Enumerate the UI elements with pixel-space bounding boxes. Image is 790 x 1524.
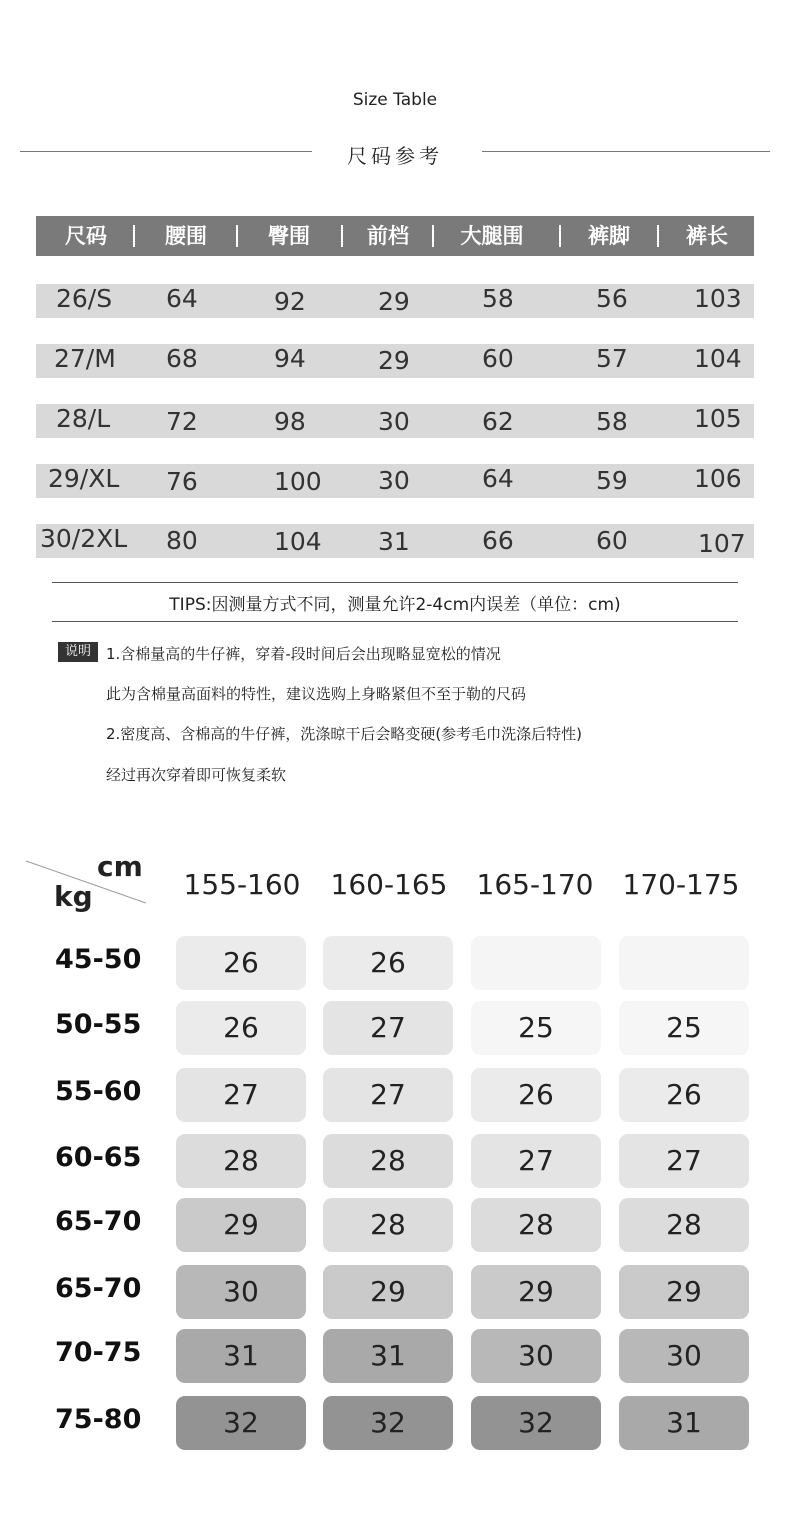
leg-opening-cell: 60 [596,526,628,555]
col-header-waist: 腰围 [165,223,207,248]
height-unit-label: cm [97,850,143,883]
recommended-size-cell: 30 [471,1329,601,1383]
rise-cell: 30 [378,407,410,436]
thigh-cell: 60 [482,344,514,373]
recommended-size-cell: 29 [323,1265,453,1319]
recommended-size-cell: 30 [619,1329,749,1383]
header-separator [559,225,561,247]
header-separator [133,225,135,247]
size-cell: 26/S [56,284,113,313]
note-line: 经过再次穿着即可恢复柔软 [106,766,287,784]
recommended-size-cell: 30 [176,1265,306,1319]
weight-unit-label: kg [54,880,93,913]
weight-row-header: 75-80 [55,1404,142,1435]
recommended-size-cell: 26 [176,936,306,990]
recommended-size-cell: 25 [471,1001,601,1055]
recommended-size-cell: 32 [471,1396,601,1450]
note-line: 此为含棉量高面料的特性，建议选购上身略紧但不至于勒的尺码 [106,685,527,703]
header-separator [236,225,238,247]
leg-opening-cell: 59 [596,466,628,495]
recommended-size-cell: 27 [323,1068,453,1122]
recommended-size-cell: 29 [176,1198,306,1252]
recommended-size-cell: 25 [619,1001,749,1055]
col-header-size: 尺码 [65,223,107,248]
waist-cell: 76 [166,467,198,496]
hip-cell: 92 [274,287,306,316]
page-title-cn: 尺码参考 [347,144,443,168]
size-cell: 30/2XL [40,524,128,553]
recommended-size-cell: 28 [176,1134,306,1188]
recommended-size-cell: 28 [471,1198,601,1252]
col-header-thigh: 大腿围 [460,223,524,248]
thigh-cell: 62 [482,407,514,436]
waist-cell: 72 [166,407,198,436]
hip-cell: 104 [274,527,322,556]
header-separator [432,225,434,247]
note-badge: 说明 [58,642,98,662]
hip-cell: 94 [274,344,306,373]
leg-opening-cell: 57 [596,344,628,373]
tips-divider-bottom [52,621,738,622]
size-cell: 27/M [54,344,116,373]
size-table-row [36,344,754,378]
rise-cell: 31 [378,527,410,556]
length-cell: 103 [694,284,742,313]
col-header-rise: 前档 [367,223,409,248]
col-header-leg-opening: 裤脚 [588,223,630,248]
length-cell: 105 [694,404,742,433]
recommended-size-cell [619,936,749,990]
recommended-size-cell: 32 [323,1396,453,1450]
recommended-size-cell: 26 [471,1068,601,1122]
note-line: 2.密度高、含棉高的牛仔裤，洗涤晾干后会略变硬(参考毛巾洗涤后特性) [106,725,583,743]
recommended-size-cell: 31 [323,1329,453,1383]
weight-row-header: 70-75 [55,1337,142,1368]
recommended-size-cell: 31 [176,1329,306,1383]
hip-cell: 100 [274,467,322,496]
weight-row-header: 45-50 [55,944,142,975]
recommended-size-cell: 27 [176,1068,306,1122]
thigh-cell: 64 [482,464,514,493]
recommended-size-cell: 27 [471,1134,601,1188]
recommended-size-cell [471,936,601,990]
recommended-size-cell: 29 [619,1265,749,1319]
leg-opening-cell: 56 [596,284,628,313]
header-separator [657,225,659,247]
size-table-header [36,216,754,256]
recommended-size-cell: 26 [619,1068,749,1122]
size-table-row [36,524,754,558]
weight-row-header: 65-70 [55,1206,142,1237]
recommended-size-cell: 28 [323,1134,453,1188]
recommended-size-cell: 27 [619,1134,749,1188]
length-cell: 104 [694,344,742,373]
rise-cell: 29 [378,287,410,316]
size-cell: 29/XL [48,464,120,493]
recommended-size-cell: 28 [619,1198,749,1252]
note-line: 1.含棉量高的牛仔裤，穿着-段时间后会出现略显宽松的情况 [106,645,501,663]
recommended-size-cell: 29 [471,1265,601,1319]
recommended-size-cell: 26 [323,936,453,990]
tips-text: TIPS:因测量方式不同，测量允许2-4cm内误差（单位：cm) [169,595,621,615]
header-separator [341,225,343,247]
recommended-size-cell: 26 [176,1001,306,1055]
height-column-header: 170-175 [622,868,740,901]
tips-divider-top [52,582,738,583]
length-cell: 107 [698,529,746,558]
hip-cell: 98 [274,407,306,436]
waist-cell: 80 [166,526,198,555]
rise-cell: 29 [378,346,410,375]
height-column-header: 160-165 [330,868,448,901]
waist-cell: 64 [166,284,198,313]
length-cell: 106 [694,464,742,493]
thigh-cell: 66 [482,526,514,555]
weight-row-header: 55-60 [55,1076,142,1107]
col-header-length: 裤长 [686,223,728,248]
size-table-row [36,284,754,318]
weight-row-header: 60-65 [55,1142,142,1173]
leg-opening-cell: 58 [596,407,628,436]
size-table-row [36,404,754,438]
size-cell: 28/L [56,404,111,433]
recommended-size-cell: 27 [323,1001,453,1055]
recommended-size-cell: 32 [176,1396,306,1450]
height-column-header: 165-170 [476,868,594,901]
waist-cell: 68 [166,344,198,373]
thigh-cell: 58 [482,284,514,313]
weight-row-header: 50-55 [55,1009,142,1040]
page-title-en: Size Table [352,90,438,110]
weight-row-header: 65-70 [55,1273,142,1304]
height-column-header: 155-160 [183,868,301,901]
size-table-row [36,464,754,498]
rise-cell: 30 [378,466,410,495]
recommended-size-cell: 31 [619,1396,749,1450]
recommended-size-cell: 28 [323,1198,453,1252]
col-header-hip: 臀围 [268,223,310,248]
